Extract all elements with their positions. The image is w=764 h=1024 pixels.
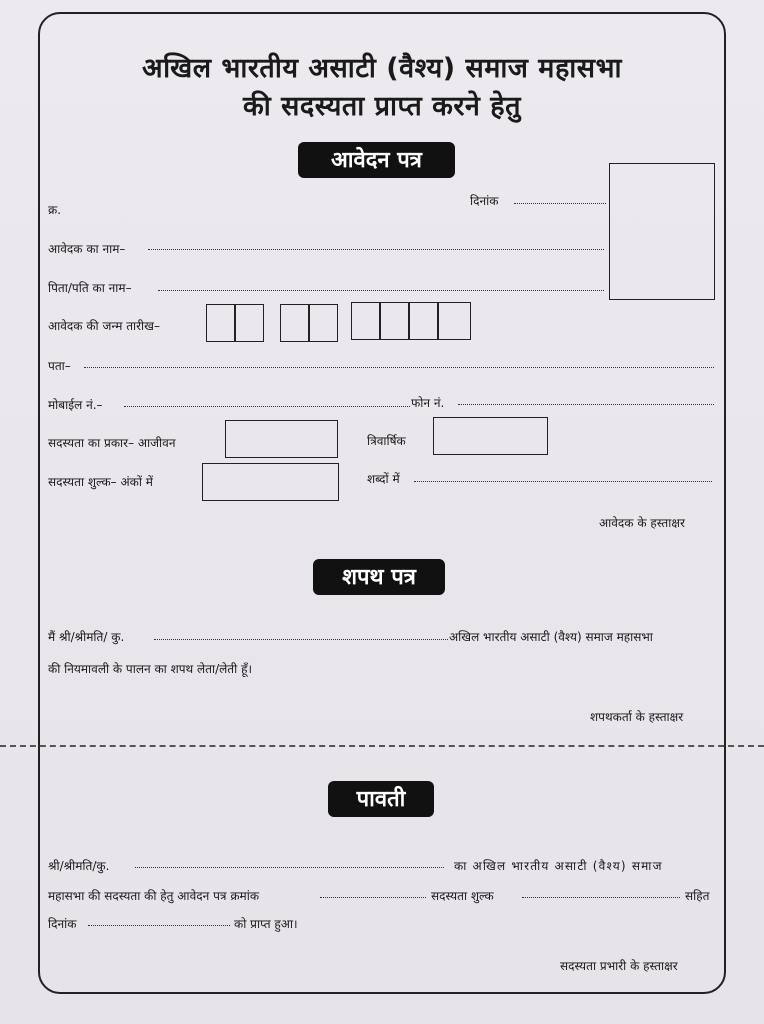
tear-off-line [0,745,764,747]
oath-line1-start: मैं श्री/श्रीमति/ कु. [48,630,125,644]
dob-year-digit-2[interactable] [380,302,409,340]
date-field[interactable] [514,203,606,204]
fee-words-label: शब्दों में [367,472,400,486]
membership-type-label: सदस्यता का प्रकार– आजीवन [48,436,176,450]
triennial-checkbox[interactable] [433,417,548,455]
father-husband-label: पिता/पति का नाम– [48,281,132,295]
phone-label: फोन नं. [411,396,445,410]
dob-year-digit-3[interactable] [409,302,438,340]
dob-label: आवेदक की जन्म तारीख– [48,319,160,333]
application-heading: आवेदन पत्र [298,142,455,178]
receipt-heading: पावती [328,781,434,817]
oath-signature-label: शपथकर्ता के हस्ताक्षर [590,710,684,724]
dob-day-digit-1[interactable] [206,304,235,342]
oath-line1-end: अखिल भारतीय असाटी (वैश्य) समाज महासभा [449,630,653,644]
receipt-line2-end: सहित [685,889,710,903]
receipt-fee-field[interactable] [522,897,680,898]
photo-box [609,163,715,300]
dob-year-digit-4[interactable] [438,302,471,340]
fee-words-field[interactable] [414,481,712,482]
receipt-line2-start: महासभा की सदस्यता की हेतु आवेदन पत्र क्रमांक [48,889,260,903]
receipt-date-field[interactable] [88,925,230,926]
oath-line2: की नियमावली के पालन का शपथ लेता/लेती हूँ। [48,662,252,676]
form-title-line2: की सदस्यता प्राप्त करने हेतु [242,91,522,122]
phone-field[interactable] [458,404,714,405]
oath-heading: शपथ पत्र [313,559,445,595]
receipt-signature-label: सदस्यता प्रभारी के हस्ताक्षर [560,959,678,973]
receipt-line1-start: श्री/श्रीमति/कु. [48,859,110,873]
lifetime-checkbox[interactable] [225,420,338,458]
receipt-line3-start: दिनांक [48,917,77,931]
receipt-line1-end: का अखिल भारतीय असाटी (वैश्य) समाज [454,859,663,873]
oath-name-field[interactable] [154,639,448,640]
form-title-line1: अखिल भारतीय असाटी (वैश्य) समाज महासभा [142,53,622,84]
receipt-line3-end: को प्राप्त हुआ। [234,917,298,931]
receipt-name-field[interactable] [135,867,444,868]
dob-day-digit-2[interactable] [235,304,264,342]
fee-digits-box[interactable] [202,463,339,501]
fee-digits-label: सदस्यता शुल्क– अंकों में [48,475,153,489]
dob-month-digit-1[interactable] [280,304,309,342]
triennial-label: त्रिवार्षिक [367,434,406,448]
applicant-signature-label: आवेदक के हस्ताक्षर [599,516,685,530]
receipt-line2-mid: सदस्यता शुल्क [431,889,494,903]
mobile-label: मोबाईल नं.– [48,398,103,412]
mobile-field[interactable] [124,406,410,407]
serial-label: क्र. [48,203,62,217]
address-label: पता– [48,359,71,373]
father-husband-field[interactable] [158,290,604,291]
date-label: दिनांक [470,194,499,208]
dob-year-digit-1[interactable] [351,302,380,340]
receipt-application-number-field[interactable] [320,897,426,898]
dob-month-digit-2[interactable] [309,304,338,342]
applicant-name-field[interactable] [148,249,604,250]
applicant-name-label: आवेदक का नाम– [48,242,126,256]
address-field[interactable] [84,367,714,368]
